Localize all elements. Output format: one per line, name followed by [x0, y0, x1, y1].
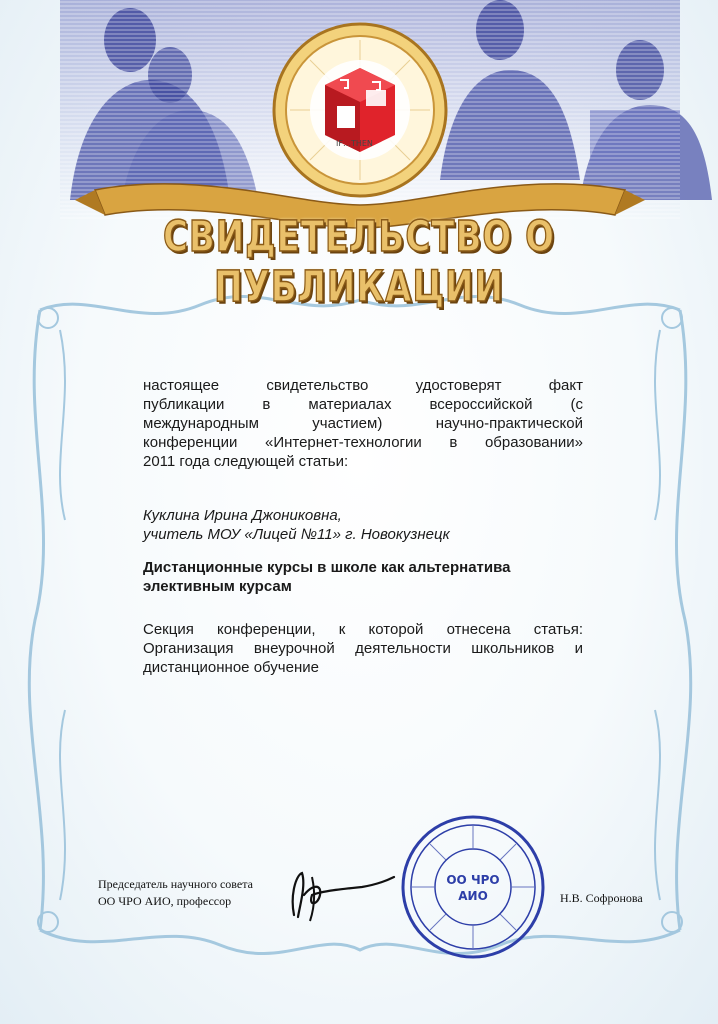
- stamp-text: АИО: [458, 889, 488, 903]
- author-position: учитель МОУ «Лицей №11» г. Новокузнецк: [143, 526, 450, 543]
- certificate-title: СВИДЕТЕЛЬСТВО О ПУБЛИКАЦИИ: [162, 212, 556, 312]
- author-block: [143, 506, 583, 544]
- signer-title: [98, 876, 253, 910]
- section-line: Организация внеурочной деятельности школьников и: [143, 640, 583, 657]
- intro-line: 2011 года следующей статьи:: [143, 453, 349, 470]
- signer-title-line: Председатель научного совета: [98, 877, 253, 891]
- signer-name: Н.В. Софронова: [560, 891, 643, 905]
- section-line: дистанционное обучение: [143, 659, 319, 676]
- logo-text: IF…THEN: [336, 139, 373, 148]
- author-name: Куклина Ирина Джониковна,: [143, 507, 342, 524]
- conference-section: [143, 620, 583, 677]
- signer-title-line: ОО ЧРО АИО, профессор: [98, 894, 232, 908]
- intro-line: конференции «Интернет-технологии в образовании»: [143, 434, 583, 451]
- intro-paragraph: [143, 376, 583, 471]
- handwritten-signature: [282, 865, 402, 925]
- official-stamp: [398, 812, 548, 962]
- article-title-line: элективным курсам: [143, 578, 292, 595]
- conference-logo: [270, 20, 450, 200]
- section-line: Секция конференции, к которой отнесена статья:: [143, 621, 583, 638]
- article-title-line: Дистанционные курсы в школе как альтернатива: [143, 559, 511, 576]
- intro-line: международным участием) научно-практической: [143, 415, 583, 432]
- intro-line: настоящее свидетельство удостоверят факт: [143, 377, 583, 394]
- intro-line: публикации в материалах всероссийской (с: [143, 396, 583, 413]
- stamp-text: ОО ЧРО: [446, 873, 500, 887]
- article-title: [143, 558, 583, 596]
